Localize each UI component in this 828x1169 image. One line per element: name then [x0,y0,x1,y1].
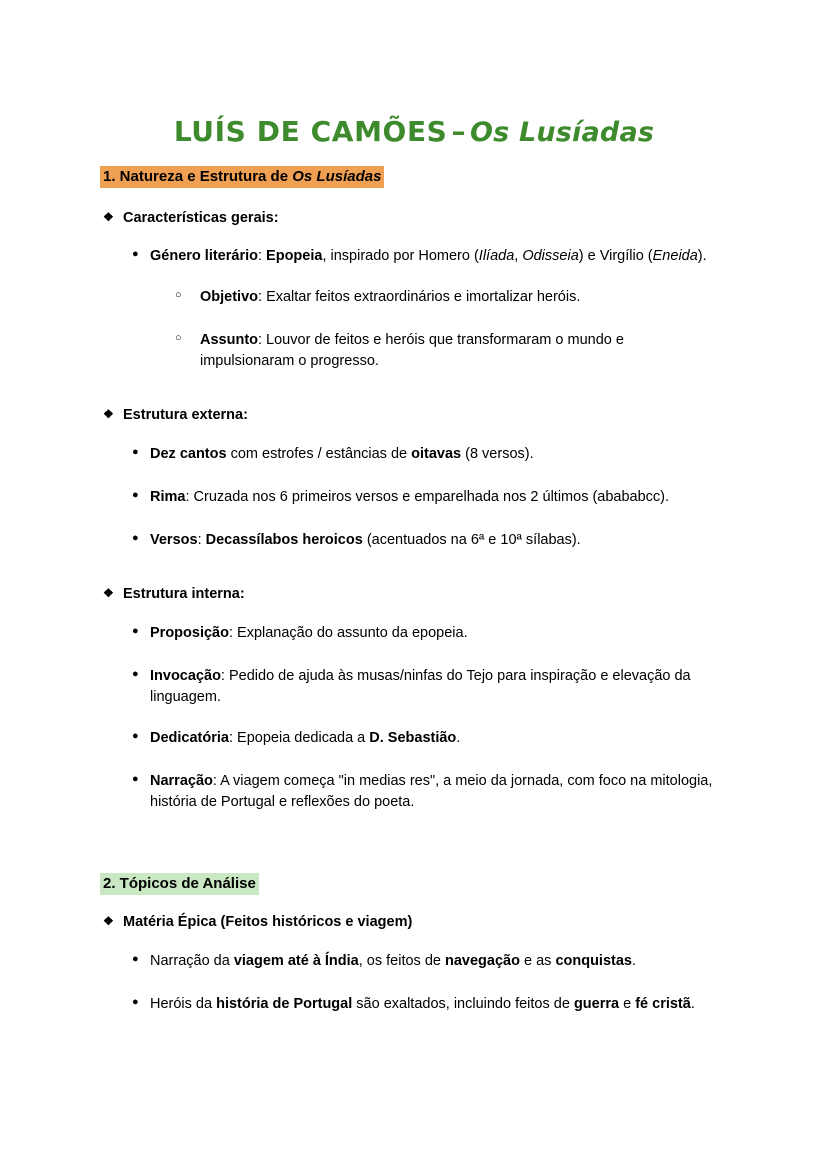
list-item-text: Proposição: Explanação do assunto da epopeia. [150,624,468,641]
list-item [0,246,828,267]
section-2-highlight [100,873,259,895]
list-item [0,287,828,308]
list-item-text: Objetivo: Exaltar feitos extraordinários e imortalizar heróis. [200,289,581,306]
circle-bullet-icon: ○ [175,289,182,302]
list-item [0,444,828,465]
list-item-text: Narração: A viagem começa "in medias res", a meio da jornada, com foco na mitologia, história de Portugal e reflexões do poeta. [150,772,713,810]
disc-bullet-icon: ● [132,729,139,742]
disc-bullet-icon: ● [132,248,139,261]
disc-bullet-icon: ● [132,995,139,1008]
group-heading-estrutura-interna [0,585,828,605]
circle-bullet-icon: ○ [175,332,182,345]
list-item [0,530,828,551]
group-heading-label: Estrutura interna: [123,585,245,602]
floret-icon: ❖ [103,407,114,422]
list-item [0,487,828,508]
document-title [0,0,828,146]
list-item-text: Género literário: Epopeia, inspirado por Homero (Ilíada, Odisseia) e Virgílio (Eneida). [150,248,707,265]
section-1-label: 1. Natureza e Estrutura de [103,168,293,185]
list-item-text: Narração da viagem até à Índia, os feitos de navegação e as conquistas. [150,952,637,969]
list-item [0,771,828,813]
list-item [0,330,828,372]
floret-icon: ❖ [103,585,114,600]
disc-bullet-icon: ● [132,531,139,544]
section-1-highlight [100,166,384,188]
list-item-text: Versos: Decassílabos heroicos (acentuados na 6ª e 10ª sílabas). [150,531,581,548]
list-item [0,623,828,644]
disc-bullet-icon: ● [132,667,139,680]
disc-bullet-icon: ● [132,624,139,637]
list-item [0,994,828,1015]
list-item-text: Dez cantos com estrofes / estâncias de oitavas (8 versos). [150,445,534,462]
group-heading-caracteristicas-gerais [0,209,828,229]
title-work: Os Lusíadas [469,117,655,148]
disc-bullet-icon: ● [132,952,139,965]
list-item-text: Invocação: Pedido de ajuda às musas/ninfas do Tejo para inspiração e elevação da linguagem. [150,667,691,705]
title-author: LUÍS DE CAMÕES [173,115,448,148]
list-item [0,666,828,708]
group-heading-estrutura-externa [0,406,828,426]
group-heading-label: Características gerais: [123,209,279,226]
title-dash: – [451,115,466,148]
section-1-work: Os Lusíadas [292,168,382,185]
list-item-text: Assunto: Louvor de feitos e heróis que transformaram o mundo e impulsionaram o progresso. [200,332,624,370]
list-item-text: Dedicatória: Epopeia dedicada a D. Sebastião. [150,729,461,746]
group-heading-label: Matéria Épica (Feitos históricos e viagem) [123,914,413,931]
floret-icon: ❖ [103,209,114,224]
list-item-text: Rima: Cruzada nos 6 primeiros versos e emparelhada nos 2 últimos (abababcc). [150,488,670,505]
floret-icon: ❖ [103,914,114,929]
disc-bullet-icon: ● [132,772,139,785]
group-heading-label: Estrutura externa: [123,407,248,424]
list-item [0,728,828,749]
list-item [0,951,828,972]
section-2-label: 2. Tópicos de Análise [103,874,256,892]
section-heading-2 [0,875,828,894]
section-heading-1 [0,168,828,187]
disc-bullet-icon: ● [132,488,139,501]
disc-bullet-icon: ● [132,445,139,458]
list-item-text: Heróis da história de Portugal são exaltados, incluindo feitos de guerra e fé cristã. [150,995,695,1012]
group-heading-materia-epica [0,913,828,933]
